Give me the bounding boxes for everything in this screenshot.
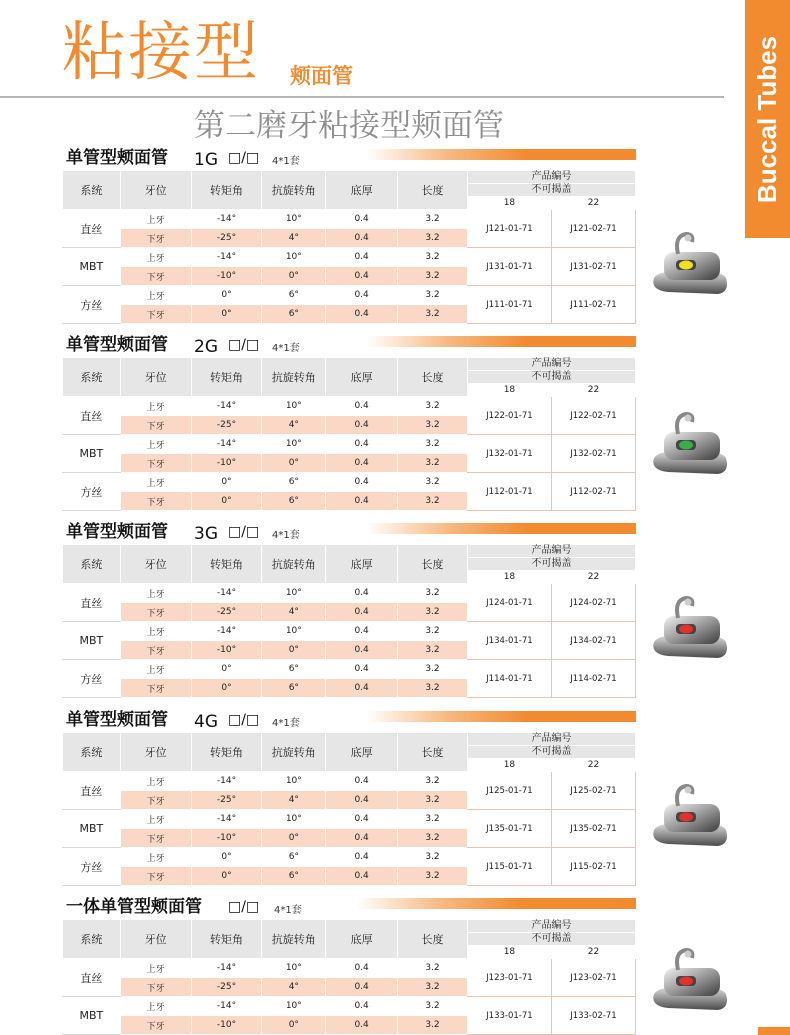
tooth-cell: 下牙 xyxy=(120,305,191,324)
tooth-cell: 上牙 xyxy=(120,584,191,603)
rotation-cell: 6° xyxy=(262,305,326,324)
tooth-cell: 上牙 xyxy=(120,286,191,305)
col-rotation-header: 抗旋转角 xyxy=(262,171,326,210)
rotation-cell: 10° xyxy=(262,997,326,1016)
section-subtitle: 第二磨牙粘接型颊面管 xyxy=(194,108,504,144)
col-nonconv-header: 不可揭盖 xyxy=(467,184,635,197)
table-header-row xyxy=(63,733,636,746)
col-length-header: 长度 xyxy=(398,358,468,397)
length-cell: 3.2 xyxy=(398,603,468,622)
length-cell: 3.2 xyxy=(398,305,468,324)
length-cell: 3.2 xyxy=(398,435,468,454)
torque-cell: 0° xyxy=(191,305,262,324)
base-cell: 0.4 xyxy=(326,492,398,511)
torque-cell: -14° xyxy=(191,210,262,229)
length-cell: 3.2 xyxy=(398,810,468,829)
section-header xyxy=(62,895,636,919)
section-header xyxy=(62,520,636,544)
buccal-tube-image xyxy=(648,592,732,662)
system-cell: 方丝 xyxy=(63,660,121,698)
product-code-18: J132-01-71 xyxy=(467,435,551,473)
base-cell: 0.4 xyxy=(326,267,398,286)
table-header-row xyxy=(63,358,636,371)
buccal-tube-image xyxy=(648,408,732,478)
base-cell: 0.4 xyxy=(326,679,398,698)
length-cell: 3.2 xyxy=(398,248,468,267)
tooth-cell: 下牙 xyxy=(120,641,191,660)
length-cell: 3.2 xyxy=(398,791,468,810)
col-product-header: 产品编号 xyxy=(467,920,635,933)
product-code-22: J132-02-71 xyxy=(551,435,635,473)
product-code-18: J133-01-71 xyxy=(467,997,551,1035)
title-divider xyxy=(0,96,724,98)
system-cell: 方丝 xyxy=(63,286,121,324)
torque-cell: 0° xyxy=(191,473,262,492)
tooth-cell: 上牙 xyxy=(120,248,191,267)
col-base-header: 底厚 xyxy=(326,358,398,397)
tooth-cell: 上牙 xyxy=(120,660,191,679)
section-title: 单管型颊面管 xyxy=(66,522,168,542)
table-row xyxy=(63,286,636,305)
col-system-header: 系统 xyxy=(63,920,121,959)
base-cell: 0.4 xyxy=(326,772,398,791)
torque-cell: -14° xyxy=(191,435,262,454)
product-code-22: J134-02-71 xyxy=(551,622,635,660)
length-cell: 3.2 xyxy=(398,210,468,229)
buccal-tube-image xyxy=(648,228,732,298)
length-cell: 3.2 xyxy=(398,397,468,416)
table-row xyxy=(63,997,636,1016)
section-set-count: 4*1套 xyxy=(272,343,300,354)
spec-table xyxy=(62,544,636,698)
torque-cell: -14° xyxy=(191,248,262,267)
torque-cell: -14° xyxy=(191,772,262,791)
rotation-cell: 4° xyxy=(262,978,326,997)
col-torque-header: 转矩角 xyxy=(191,358,262,397)
tooth-cell: 下牙 xyxy=(120,229,191,248)
tooth-cell: 下牙 xyxy=(120,603,191,622)
length-cell: 3.2 xyxy=(398,641,468,660)
page-corner-mark xyxy=(758,1027,790,1035)
section-grade: 1G xyxy=(194,150,218,170)
product-code-18: J125-01-71 xyxy=(467,772,551,810)
tooth-cell: 下牙 xyxy=(120,416,191,435)
section-title: 单管型颊面管 xyxy=(66,710,168,730)
tooth-cell: 下牙 xyxy=(120,791,191,810)
product-code-18: J114-01-71 xyxy=(467,660,551,698)
col-torque-header: 转矩角 xyxy=(191,545,262,584)
rotation-cell: 6° xyxy=(262,492,326,511)
rotation-cell: 6° xyxy=(262,660,326,679)
torque-cell: -25° xyxy=(191,229,262,248)
col-base-header: 底厚 xyxy=(326,733,398,772)
section-title: 单管型颊面管 xyxy=(66,148,168,168)
torque-cell: 0° xyxy=(191,867,262,886)
section-accent-bar xyxy=(366,149,636,160)
tooth-cell: 上牙 xyxy=(120,810,191,829)
col-product-header: 产品编号 xyxy=(467,733,635,746)
length-cell: 3.2 xyxy=(398,772,468,791)
section-set-count: 4*1套 xyxy=(272,530,300,541)
section-accent-bar xyxy=(366,523,636,534)
rotation-cell: 4° xyxy=(262,603,326,622)
table-row xyxy=(63,248,636,267)
col-tooth-header: 牙位 xyxy=(120,171,191,210)
base-cell: 0.4 xyxy=(326,473,398,492)
length-cell: 3.2 xyxy=(398,267,468,286)
length-cell: 3.2 xyxy=(398,286,468,305)
rotation-cell: 0° xyxy=(262,1016,326,1035)
base-cell: 0.4 xyxy=(326,397,398,416)
base-cell: 0.4 xyxy=(326,248,398,267)
tooth-cell: 下牙 xyxy=(120,492,191,511)
section-checkboxes: □/□ xyxy=(228,524,260,540)
table-row xyxy=(63,772,636,791)
torque-cell: -14° xyxy=(191,397,262,416)
col-torque-header: 转矩角 xyxy=(191,171,262,210)
torque-cell: -14° xyxy=(191,584,262,603)
col-tooth-header: 牙位 xyxy=(120,733,191,772)
table-row xyxy=(63,473,636,492)
base-cell: 0.4 xyxy=(326,622,398,641)
base-cell: 0.4 xyxy=(326,660,398,679)
section-set-count: 4*1套 xyxy=(272,156,300,167)
table-header-row xyxy=(63,920,636,933)
section-header xyxy=(62,333,636,357)
tooth-cell: 下牙 xyxy=(120,267,191,286)
col-rotation-header: 抗旋转角 xyxy=(262,920,326,959)
product-code-22: J114-02-71 xyxy=(551,660,635,698)
section-grade: 4G xyxy=(194,712,218,732)
torque-cell: -10° xyxy=(191,641,262,660)
base-cell: 0.4 xyxy=(326,641,398,660)
rotation-cell: 0° xyxy=(262,454,326,473)
torque-cell: -25° xyxy=(191,416,262,435)
rotation-cell: 0° xyxy=(262,641,326,660)
col-size-a-header: 18 xyxy=(467,759,551,772)
system-cell: 方丝 xyxy=(63,848,121,886)
section-checkboxes: □/□ xyxy=(228,337,260,353)
col-size-b-header: 22 xyxy=(551,759,635,772)
section-header xyxy=(62,146,636,170)
buccal-tube-image xyxy=(648,944,732,1014)
col-system-header: 系统 xyxy=(63,171,121,210)
base-cell: 0.4 xyxy=(326,454,398,473)
col-product-header: 产品编号 xyxy=(467,171,635,184)
length-cell: 3.2 xyxy=(398,848,468,867)
product-code-18: J111-01-71 xyxy=(467,286,551,324)
col-size-b-header: 22 xyxy=(551,384,635,397)
col-rotation-header: 抗旋转角 xyxy=(262,733,326,772)
tooth-cell: 下牙 xyxy=(120,1016,191,1035)
length-cell: 3.2 xyxy=(398,978,468,997)
product-code-18: J123-01-71 xyxy=(467,959,551,997)
section-header xyxy=(62,708,636,732)
system-cell: MBT xyxy=(63,248,121,286)
base-cell: 0.4 xyxy=(326,229,398,248)
section-set-count: 4*1套 xyxy=(274,905,302,916)
col-rotation-header: 抗旋转角 xyxy=(262,358,326,397)
system-cell: MBT xyxy=(63,810,121,848)
tooth-cell: 上牙 xyxy=(120,435,191,454)
rotation-cell: 6° xyxy=(262,848,326,867)
col-size-a-header: 18 xyxy=(467,571,551,584)
length-cell: 3.2 xyxy=(398,622,468,641)
table-row xyxy=(63,810,636,829)
length-cell: 3.2 xyxy=(398,454,468,473)
base-cell: 0.4 xyxy=(326,867,398,886)
torque-cell: -14° xyxy=(191,810,262,829)
system-cell: MBT xyxy=(63,622,121,660)
page-title-sub: 颊面管 xyxy=(290,64,353,88)
col-size-b-header: 22 xyxy=(551,946,635,959)
rotation-cell: 6° xyxy=(262,679,326,698)
spec-table xyxy=(62,732,636,886)
col-base-header: 底厚 xyxy=(326,171,398,210)
length-cell: 3.2 xyxy=(398,229,468,248)
length-cell: 3.2 xyxy=(398,1016,468,1035)
tooth-cell: 下牙 xyxy=(120,867,191,886)
base-cell: 0.4 xyxy=(326,997,398,1016)
col-torque-header: 转矩角 xyxy=(191,733,262,772)
product-code-22: J123-02-71 xyxy=(551,959,635,997)
torque-cell: 0° xyxy=(191,660,262,679)
rotation-cell: 10° xyxy=(262,810,326,829)
product-code-22: J124-02-71 xyxy=(551,584,635,622)
base-cell: 0.4 xyxy=(326,1016,398,1035)
section-title: 单管型颊面管 xyxy=(66,335,168,355)
base-cell: 0.4 xyxy=(326,959,398,978)
rotation-cell: 0° xyxy=(262,267,326,286)
torque-cell: -10° xyxy=(191,267,262,286)
product-code-22: J111-02-71 xyxy=(551,286,635,324)
col-base-header: 底厚 xyxy=(326,920,398,959)
base-cell: 0.4 xyxy=(326,210,398,229)
product-code-22: J125-02-71 xyxy=(551,772,635,810)
col-tooth-header: 牙位 xyxy=(120,358,191,397)
col-product-header: 产品编号 xyxy=(467,358,635,371)
tooth-cell: 下牙 xyxy=(120,829,191,848)
torque-cell: 0° xyxy=(191,679,262,698)
base-cell: 0.4 xyxy=(326,791,398,810)
torque-cell: -14° xyxy=(191,622,262,641)
tooth-cell: 下牙 xyxy=(120,679,191,698)
table-row xyxy=(63,622,636,641)
section-checkboxes: □/□ xyxy=(228,712,260,728)
product-code-22: J133-02-71 xyxy=(551,997,635,1035)
col-system-header: 系统 xyxy=(63,358,121,397)
section-checkboxes: □/□ xyxy=(228,899,260,915)
base-cell: 0.4 xyxy=(326,286,398,305)
length-cell: 3.2 xyxy=(398,829,468,848)
section-set-count: 4*1套 xyxy=(272,718,300,729)
table-row xyxy=(63,210,636,229)
col-length-header: 长度 xyxy=(398,920,468,959)
section-accent-bar xyxy=(366,711,636,722)
col-system-header: 系统 xyxy=(63,545,121,584)
system-cell: 直丝 xyxy=(63,397,121,435)
rotation-cell: 6° xyxy=(262,473,326,492)
system-cell: MBT xyxy=(63,997,121,1035)
col-torque-header: 转矩角 xyxy=(191,920,262,959)
col-base-header: 底厚 xyxy=(326,545,398,584)
length-cell: 3.2 xyxy=(398,959,468,978)
page-title: 粘接型 xyxy=(62,16,260,90)
table-row xyxy=(63,660,636,679)
product-code-18: J122-01-71 xyxy=(467,397,551,435)
rotation-cell: 0° xyxy=(262,829,326,848)
system-cell: 直丝 xyxy=(63,959,121,997)
col-rotation-header: 抗旋转角 xyxy=(262,545,326,584)
product-code-18: J131-01-71 xyxy=(467,248,551,286)
table-row xyxy=(63,959,636,978)
product-code-22: J131-02-71 xyxy=(551,248,635,286)
base-cell: 0.4 xyxy=(326,829,398,848)
system-cell: 直丝 xyxy=(63,772,121,810)
torque-cell: -14° xyxy=(191,997,262,1016)
section-title: 一体单管型颊面管 xyxy=(66,897,202,917)
tooth-cell: 上牙 xyxy=(120,473,191,492)
length-cell: 3.2 xyxy=(398,679,468,698)
system-cell: 方丝 xyxy=(63,473,121,511)
spec-table xyxy=(62,170,636,324)
col-nonconv-header: 不可揭盖 xyxy=(467,746,635,759)
system-cell: 直丝 xyxy=(63,584,121,622)
system-cell: 直丝 xyxy=(63,210,121,248)
base-cell: 0.4 xyxy=(326,848,398,867)
product-code-18: J135-01-71 xyxy=(467,810,551,848)
product-code-22: J135-02-71 xyxy=(551,810,635,848)
rotation-cell: 6° xyxy=(262,286,326,305)
col-size-a-header: 18 xyxy=(467,197,551,210)
product-code-22: J115-02-71 xyxy=(551,848,635,886)
torque-cell: 0° xyxy=(191,286,262,305)
length-cell: 3.2 xyxy=(398,997,468,1016)
base-cell: 0.4 xyxy=(326,305,398,324)
product-code-18: J121-01-71 xyxy=(467,210,551,248)
torque-cell: 0° xyxy=(191,492,262,511)
product-code-18: J124-01-71 xyxy=(467,584,551,622)
tooth-cell: 上牙 xyxy=(120,848,191,867)
section-grade: 3G xyxy=(194,524,218,544)
col-size-a-header: 18 xyxy=(467,946,551,959)
table-row xyxy=(63,848,636,867)
torque-cell: -25° xyxy=(191,978,262,997)
tooth-cell: 上牙 xyxy=(120,622,191,641)
length-cell: 3.2 xyxy=(398,867,468,886)
section-grade: 2G xyxy=(194,337,218,357)
rotation-cell: 10° xyxy=(262,248,326,267)
rotation-cell: 10° xyxy=(262,397,326,416)
col-tooth-header: 牙位 xyxy=(120,920,191,959)
product-code-18: J115-01-71 xyxy=(467,848,551,886)
section-accent-bar xyxy=(366,336,636,347)
torque-cell: -25° xyxy=(191,603,262,622)
torque-cell: 0° xyxy=(191,848,262,867)
table-header-row xyxy=(63,545,636,558)
tooth-cell: 上牙 xyxy=(120,997,191,1016)
rotation-cell: 10° xyxy=(262,772,326,791)
rotation-cell: 10° xyxy=(262,210,326,229)
torque-cell: -10° xyxy=(191,1016,262,1035)
table-row xyxy=(63,397,636,416)
side-tab-label-wrap xyxy=(745,0,790,238)
base-cell: 0.4 xyxy=(326,810,398,829)
rotation-cell: 4° xyxy=(262,229,326,248)
rotation-cell: 10° xyxy=(262,435,326,454)
tooth-cell: 下牙 xyxy=(120,978,191,997)
torque-cell: -10° xyxy=(191,454,262,473)
product-code-22: J112-02-71 xyxy=(551,473,635,511)
tooth-cell: 上牙 xyxy=(120,397,191,416)
torque-cell: -14° xyxy=(191,959,262,978)
length-cell: 3.2 xyxy=(398,473,468,492)
length-cell: 3.2 xyxy=(398,416,468,435)
rotation-cell: 10° xyxy=(262,622,326,641)
tooth-cell: 下牙 xyxy=(120,454,191,473)
rotation-cell: 10° xyxy=(262,959,326,978)
spec-table xyxy=(62,919,636,1035)
col-product-header: 产品编号 xyxy=(467,545,635,558)
base-cell: 0.4 xyxy=(326,603,398,622)
tooth-cell: 上牙 xyxy=(120,772,191,791)
section-checkboxes: □/□ xyxy=(228,150,260,166)
table-header-row xyxy=(63,171,636,184)
length-cell: 3.2 xyxy=(398,660,468,679)
product-code-22: J121-02-71 xyxy=(551,210,635,248)
col-system-header: 系统 xyxy=(63,733,121,772)
base-cell: 0.4 xyxy=(326,416,398,435)
table-row xyxy=(63,435,636,454)
length-cell: 3.2 xyxy=(398,584,468,603)
rotation-cell: 4° xyxy=(262,791,326,810)
buccal-tube-image xyxy=(648,780,732,850)
rotation-cell: 6° xyxy=(262,867,326,886)
rotation-cell: 10° xyxy=(262,584,326,603)
torque-cell: -25° xyxy=(191,791,262,810)
col-nonconv-header: 不可揭盖 xyxy=(467,371,635,384)
col-nonconv-header: 不可揭盖 xyxy=(467,933,635,946)
side-tab-label: Buccal Tubes xyxy=(752,35,782,203)
col-size-b-header: 22 xyxy=(551,571,635,584)
product-code-18: J134-01-71 xyxy=(467,622,551,660)
col-length-header: 长度 xyxy=(398,545,468,584)
tooth-cell: 上牙 xyxy=(120,959,191,978)
product-code-18: J112-01-71 xyxy=(467,473,551,511)
rotation-cell: 4° xyxy=(262,416,326,435)
base-cell: 0.4 xyxy=(326,584,398,603)
product-code-22: J122-02-71 xyxy=(551,397,635,435)
torque-cell: -10° xyxy=(191,829,262,848)
col-tooth-header: 牙位 xyxy=(120,545,191,584)
table-row xyxy=(63,584,636,603)
base-cell: 0.4 xyxy=(326,978,398,997)
tooth-cell: 上牙 xyxy=(120,210,191,229)
length-cell: 3.2 xyxy=(398,492,468,511)
section-accent-bar xyxy=(356,898,636,909)
col-length-header: 长度 xyxy=(398,733,468,772)
col-size-a-header: 18 xyxy=(467,384,551,397)
spec-table xyxy=(62,357,636,511)
base-cell: 0.4 xyxy=(326,435,398,454)
col-length-header: 长度 xyxy=(398,171,468,210)
system-cell: MBT xyxy=(63,435,121,473)
col-nonconv-header: 不可揭盖 xyxy=(467,558,635,571)
col-size-b-header: 22 xyxy=(551,197,635,210)
